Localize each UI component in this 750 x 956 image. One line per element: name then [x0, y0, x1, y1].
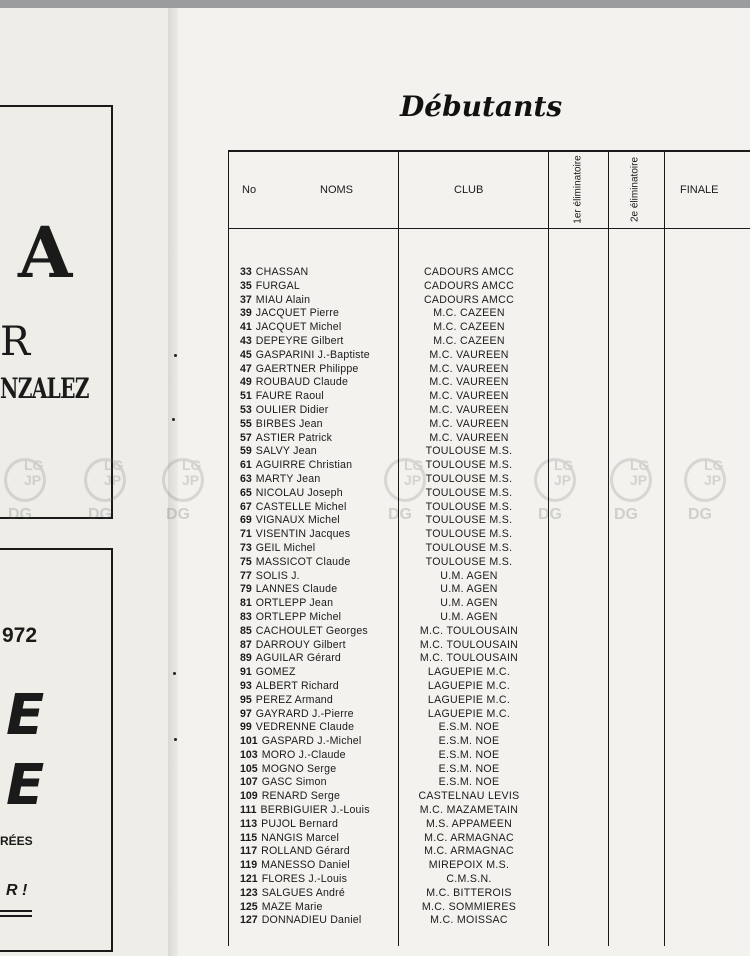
rider-name: PEREZ Armand — [255, 693, 333, 706]
rider-number: 105 — [240, 762, 258, 775]
rider-club: M.C. SOMMIERES — [421, 900, 517, 913]
rider-number: 95 — [240, 693, 252, 706]
margin-dot — [174, 354, 177, 357]
rider-club: M.C. TOULOUSAIN — [419, 624, 519, 637]
rider-number: 43 — [240, 334, 252, 347]
rider-club: CADOURS AMCC — [423, 293, 515, 306]
header-finale: FINALE — [680, 184, 719, 196]
rider-row — [240, 694, 550, 708]
rider-number: 45 — [240, 348, 252, 361]
rider-number: 53 — [240, 403, 252, 416]
rider-row — [240, 459, 550, 473]
watermark-logo: LG JP DG — [80, 456, 140, 526]
rider-club: M.C. VAUREEN — [429, 376, 509, 389]
rider-number: 119 — [240, 859, 258, 872]
rider-row — [240, 307, 550, 321]
rider-number: 113 — [240, 817, 258, 830]
page-title: Débutants — [400, 90, 563, 123]
rider-name: PUJOL Bernard — [261, 817, 339, 830]
rider-club: M.C. VAUREEN — [429, 390, 509, 403]
rider-name: BIRBES Jean — [255, 417, 323, 430]
rider-club: CASTELNAU LEVIS — [418, 790, 520, 803]
ad-exclaim-fragment: R ! — [6, 882, 28, 899]
ad-double-rule — [0, 910, 32, 917]
rider-row — [240, 294, 550, 308]
rider-row — [240, 708, 550, 722]
rider-name: GAERTNER Philippe — [255, 362, 359, 375]
header-elim1: 1er éliminatoire — [572, 155, 584, 224]
rider-row — [240, 570, 550, 584]
rider-number: 83 — [240, 610, 252, 623]
rider-club: M.C. ARMAGNAC — [424, 845, 514, 858]
rider-row — [240, 597, 550, 611]
rider-name: BERBIGUIER J.-Louis — [260, 804, 370, 817]
rider-name: VEDRENNE Claude — [255, 721, 355, 734]
rider-club: C.M.S.N. — [446, 873, 492, 886]
rider-number: 77 — [240, 569, 252, 582]
rider-name: GAYRARD J.-Pierre — [255, 707, 354, 720]
rider-number: 41 — [240, 321, 252, 334]
page-gutter — [168, 8, 178, 956]
rider-number: 115 — [240, 831, 258, 844]
rider-club: M.S. APPAMEEN — [425, 817, 513, 830]
rider-name: DONNADIEU Daniel — [261, 914, 362, 927]
rider-name: ROLLAND Gérard — [261, 845, 350, 858]
rider-row — [240, 625, 550, 639]
rider-club: E.S.M. NOE — [438, 776, 500, 789]
rider-club: TOULOUSE M.S. — [425, 541, 513, 554]
rider-row — [240, 445, 550, 459]
rider-club: M.C. VAUREEN — [429, 417, 509, 430]
rider-row — [240, 404, 550, 418]
rider-club: LAGUEPIE M.C. — [427, 679, 511, 692]
rider-number: 67 — [240, 500, 252, 513]
rider-name: JACQUET Michel — [255, 321, 342, 334]
rider-row — [240, 721, 550, 735]
rider-name: OULIER Didier — [255, 403, 329, 416]
rider-club: LAGUEPIE M.C. — [427, 693, 511, 706]
header-club: CLUB — [454, 184, 484, 196]
rider-number: 59 — [240, 445, 252, 458]
rider-number: 111 — [240, 804, 257, 817]
rider-number: 39 — [240, 307, 252, 320]
rider-club: M.C. VAUREEN — [429, 431, 509, 444]
rider-number: 117 — [240, 845, 258, 858]
rider-row — [240, 501, 550, 515]
rider-row — [240, 514, 550, 528]
rider-row — [240, 873, 550, 887]
header-elim2: 2e éliminatoire — [629, 156, 641, 223]
rider-name: MOGNO Serge — [261, 762, 337, 775]
rider-club: M.C. VAUREEN — [429, 362, 509, 375]
rider-club: M.C. TOULOUSAIN — [419, 638, 519, 651]
rider-club: E.S.M. NOE — [438, 735, 500, 748]
rider-club: TOULOUSE M.S. — [425, 528, 513, 541]
rider-name: ROUBAUD Claude — [255, 376, 349, 389]
rider-name: VISENTIN Jacques — [255, 528, 351, 541]
rider-row — [240, 376, 550, 390]
rider-club: TOULOUSE M.S. — [425, 472, 513, 485]
rider-club: E.S.M. NOE — [438, 748, 500, 761]
rider-name: NICOLAU Joseph — [255, 486, 343, 499]
rider-row — [240, 914, 550, 928]
rider-name: CASTELLE Michel — [255, 500, 347, 513]
table-border-left — [228, 150, 229, 946]
rider-number: 103 — [240, 748, 258, 761]
ad-name-fragment: NZALEZ — [0, 372, 89, 405]
watermark-logo: LG JP DG — [606, 456, 666, 526]
rider-row — [240, 859, 550, 873]
rider-club: CADOURS AMCC — [423, 279, 515, 292]
rider-number: 125 — [240, 900, 258, 913]
rider-club: MIREPOIX M.S. — [428, 859, 510, 872]
rider-name: RENARD Serge — [261, 790, 341, 803]
rider-name: AGUIRRE Christian — [255, 459, 353, 472]
rider-number: 33 — [240, 266, 252, 278]
rider-name: LANNES Claude — [255, 583, 338, 596]
rider-name: MAZE Marie — [261, 900, 323, 913]
rider-name: JACQUET Pierre — [255, 307, 340, 320]
rider-number: 121 — [240, 873, 258, 886]
rider-name: SALGUES André — [261, 886, 345, 899]
rider-name: FLORES J.-Louis — [261, 873, 348, 886]
rider-club: TOULOUSE M.S. — [425, 445, 513, 458]
rider-club: U.M. AGEN — [440, 583, 498, 596]
rider-row — [240, 280, 550, 294]
rider-number: 75 — [240, 555, 252, 568]
watermark-logo: LG JP DG — [158, 456, 218, 526]
rider-number: 61 — [240, 459, 252, 472]
rider-club: M.C. VAUREEN — [429, 348, 509, 361]
rider-number: 49 — [240, 376, 252, 389]
rider-name: GASPARD J.-Michel — [261, 735, 362, 748]
rider-name: FAURE Raoul — [255, 390, 324, 403]
rider-name: MORO J.-Claude — [261, 748, 346, 761]
rider-number: 97 — [240, 707, 252, 720]
rider-row — [240, 390, 550, 404]
rider-number: 79 — [240, 583, 252, 596]
rider-name: ALBERT Richard — [255, 679, 339, 692]
rider-name: MANESSO Daniel — [261, 859, 350, 872]
rider-number: 87 — [240, 638, 252, 651]
rider-name: VIGNAUX Michel — [255, 514, 340, 527]
rider-name: GASC Simon — [261, 776, 327, 789]
rider-row — [240, 749, 550, 763]
rider-number: 51 — [240, 390, 252, 403]
rider-name: MASSICOT Claude — [255, 555, 351, 568]
rider-name: CHASSAN — [255, 266, 309, 278]
rider-row — [240, 652, 550, 666]
rider-name: ORTLEPP Jean — [255, 597, 334, 610]
rider-club: E.S.M. NOE — [438, 762, 500, 775]
rider-number: 57 — [240, 431, 252, 444]
rider-number: 91 — [240, 666, 252, 679]
rider-number: 35 — [240, 279, 252, 292]
rider-club: LAGUEPIE M.C. — [427, 707, 511, 720]
rider-row — [240, 887, 550, 901]
watermark-logo: LG JP DG — [0, 456, 60, 526]
rider-club: M.C. TOULOUSAIN — [419, 652, 519, 665]
rider-name: GASPARINI J.-Baptiste — [255, 348, 370, 361]
rider-row — [240, 763, 550, 777]
rider-row — [240, 266, 550, 280]
rider-name: SOLIS J. — [255, 569, 300, 582]
ad-big-glyph-2: E — [6, 753, 45, 818]
margin-dot — [172, 418, 175, 421]
rider-row — [240, 611, 550, 625]
rider-name: DEPEYRE Gilbert — [255, 334, 344, 347]
rider-club: LAGUEPIE M.C. — [427, 666, 511, 679]
rider-row — [240, 335, 550, 349]
rider-club: M.C. VAUREEN — [429, 403, 509, 416]
rider-row — [240, 473, 550, 487]
rider-club: M.C. CAZEEN — [433, 334, 505, 347]
rider-number: 109 — [240, 790, 258, 803]
rider-row — [240, 432, 550, 446]
rider-club: U.M. AGEN — [440, 597, 498, 610]
rider-name: AGUILAR Gérard — [255, 652, 342, 665]
rider-club: TOULOUSE M.S. — [425, 514, 513, 527]
rider-row — [240, 349, 550, 363]
rider-club: TOULOUSE M.S. — [425, 500, 513, 513]
rider-list — [240, 266, 550, 928]
rider-row — [240, 583, 550, 597]
rider-name: ASTIER Patrick — [255, 431, 333, 444]
top-edge-strip — [0, 0, 750, 8]
rider-number: 65 — [240, 486, 252, 499]
rider-number: 63 — [240, 472, 252, 485]
ad-small-letter: R — [0, 319, 31, 365]
rider-name: MARTY Jean — [255, 472, 321, 485]
rider-number: 93 — [240, 679, 252, 692]
rider-row — [240, 418, 550, 432]
ad-year-fragment: 972 — [2, 624, 38, 647]
rider-club: CADOURS AMCC — [423, 266, 515, 278]
rider-row — [240, 845, 550, 859]
rider-name: ORTLEPP Michel — [255, 610, 342, 623]
rider-name: CACHOULET Georges — [255, 624, 368, 637]
rider-number: 127 — [240, 914, 258, 927]
watermark-logo: LG JP DG — [530, 456, 590, 526]
rider-club: M.C. MAZAMETAIN — [419, 804, 519, 817]
rider-number: 69 — [240, 514, 252, 527]
rider-row — [240, 528, 550, 542]
rider-row — [240, 556, 550, 570]
rider-row — [240, 680, 550, 694]
rider-number: 107 — [240, 776, 258, 789]
rider-club: M.C. ARMAGNAC — [424, 831, 514, 844]
rider-name: GEIL Michel — [255, 541, 316, 554]
rider-club: E.S.M. NOE — [438, 721, 500, 734]
margin-dot — [173, 672, 176, 675]
ad-big-letter: A — [18, 211, 73, 294]
rider-club: M.C. BITTEROIS — [426, 886, 512, 899]
ad-rees-fragment: RÉES — [0, 834, 33, 848]
rider-row — [240, 542, 550, 556]
header-no: No — [242, 184, 257, 196]
margin-dot — [174, 738, 177, 741]
rider-club: U.M. AGEN — [440, 610, 498, 623]
rider-row — [240, 639, 550, 653]
rider-row — [240, 487, 550, 501]
rider-club: M.C. CAZEEN — [433, 307, 505, 320]
rider-number: 89 — [240, 652, 252, 665]
table-divider-finale — [664, 150, 665, 946]
ad-big-glyph-1: E — [6, 683, 45, 748]
header-noms: NOMS — [320, 184, 353, 196]
rider-row — [240, 818, 550, 832]
rider-row — [240, 901, 550, 915]
rider-row — [240, 363, 550, 377]
rider-name: GOMEZ — [255, 666, 296, 679]
rider-number: 81 — [240, 597, 252, 610]
rider-number: 99 — [240, 721, 252, 734]
rider-number: 101 — [240, 735, 258, 748]
rider-name: SALVY Jean — [255, 445, 317, 458]
rider-number: 85 — [240, 624, 252, 637]
rider-row — [240, 735, 550, 749]
rider-row — [240, 790, 550, 804]
table-divider-elim2 — [608, 150, 609, 946]
rider-club: M.C. CAZEEN — [433, 321, 505, 334]
rider-number: 123 — [240, 886, 258, 899]
rider-row — [240, 666, 550, 680]
rider-number: 73 — [240, 541, 252, 554]
rider-club: M.C. MOISSAC — [430, 914, 508, 927]
rider-number: 71 — [240, 528, 252, 541]
rider-name: DARROUY Gilbert — [255, 638, 346, 651]
ad-box-top — [0, 105, 113, 519]
rider-name: NANGIS Marcel — [261, 831, 340, 844]
rider-number: 47 — [240, 362, 252, 375]
rider-row — [240, 321, 550, 335]
watermark-logo: LG JP DG — [380, 456, 440, 526]
rider-row — [240, 776, 550, 790]
watermark-logo: LG JP DG — [680, 456, 740, 526]
table-header-rule — [228, 228, 750, 229]
rider-row — [240, 832, 550, 846]
rider-name: MIAU Alain — [255, 293, 311, 306]
rider-number: 37 — [240, 293, 252, 306]
rider-club: TOULOUSE M.S. — [425, 555, 513, 568]
rider-club: TOULOUSE M.S. — [425, 486, 513, 499]
rider-club: U.M. AGEN — [440, 569, 498, 582]
rider-name: FURGAL — [255, 279, 300, 292]
rider-number: 55 — [240, 417, 252, 430]
rider-club: TOULOUSE M.S. — [425, 459, 513, 472]
rider-row — [240, 804, 550, 818]
